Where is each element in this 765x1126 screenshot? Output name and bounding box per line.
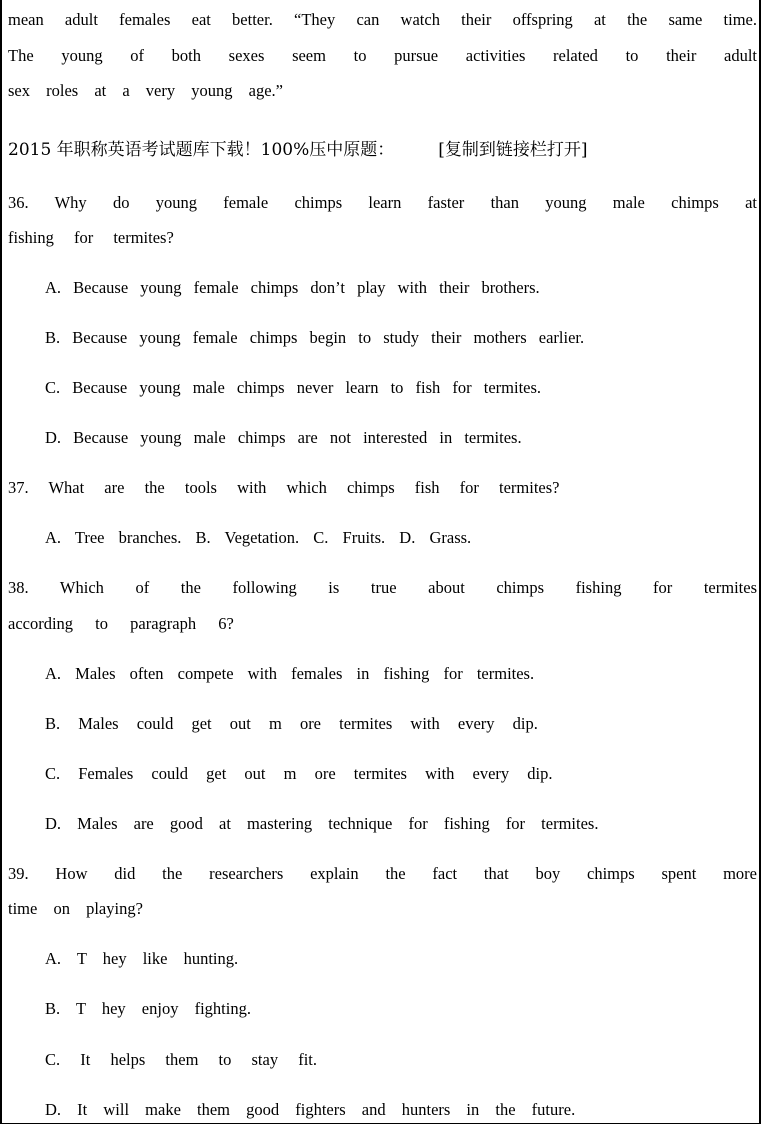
passage-line-1: mean adult females eat better. “They can watch their offspring at the same time. <box>8 10 757 29</box>
promo-text: 2015 年职称英语考试题库下载！100%压中原题： <box>8 140 395 160</box>
promo-line <box>8 135 588 160</box>
question-38-stem-2: according to paragraph 6? <box>8 614 234 633</box>
question-36-option-b[interactable]: B. Because young female chimps begin to study their mothers earlier. <box>45 328 585 347</box>
question-39-option-d[interactable]: D. It will make them good fighters and hunters in the future. <box>45 1100 576 1119</box>
question-39-option-a[interactable]: A. T hey like hunting. <box>45 949 239 968</box>
passage-line-2: The young of both sexes seem to pursue activities related to their adult <box>8 46 757 65</box>
question-39-stem-2: time on playing? <box>8 899 143 918</box>
promo-link[interactable]: [复制到链接栏打开] <box>438 140 588 160</box>
question-38-option-b[interactable]: B. Males could get out m ore termites with every dip. <box>45 714 538 733</box>
question-38-option-d[interactable]: D. Males are good at mastering technique for fishing for termites. <box>45 814 599 833</box>
question-39-option-b[interactable]: B. T hey enjoy fighting. <box>45 999 251 1018</box>
question-39-stem-1: 39. How did the researchers explain the fact that boy chimps spent more <box>8 864 757 883</box>
question-38-option-c[interactable]: C. Females could get out m ore termites with every dip. <box>45 764 553 783</box>
question-36-option-a[interactable]: A. Because young female chimps don’t play with their brothers. <box>45 278 540 297</box>
question-36-stem-2: fishing for termites? <box>8 228 174 247</box>
question-36-option-d[interactable]: D. Because young male chimps are not interested in termites. <box>45 428 522 447</box>
question-36-option-c[interactable]: C. Because young male chimps never learn to fish for termites. <box>45 378 542 397</box>
question-37-stem: 37. What are the tools with which chimps fish for termites? <box>8 478 560 497</box>
passage-line-3: sex roles at a very young age.” <box>8 81 283 100</box>
question-39-option-c[interactable]: C. It helps them to stay fit. <box>45 1050 317 1069</box>
question-38-stem-1: 38. Which of the following is true about chimps fishing for termites <box>8 578 757 597</box>
question-38-option-a[interactable]: A. Males often compete with females in fishing for termites. <box>45 664 535 683</box>
question-36-stem-1: 36. Why do young female chimps learn faster than young male chimps at <box>8 193 757 212</box>
question-37-options[interactable]: A. Tree branches. B. Vegetation. C. Fruits. D. Grass. <box>45 528 472 547</box>
